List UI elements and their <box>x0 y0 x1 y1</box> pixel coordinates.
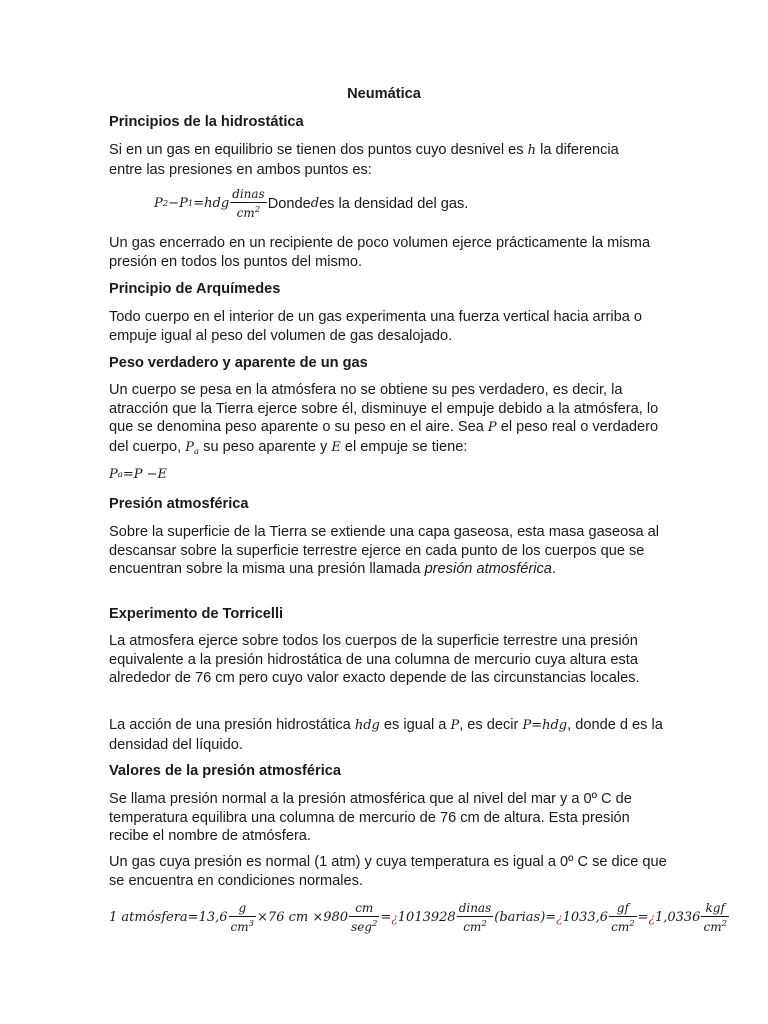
text: su peso aparente y <box>199 438 332 455</box>
paragraph-valores-2: Un gas cuya presión es normal (1 atm) y cuya temperatura es igual a 0º C se dice que se encuentra en condiciones normales. <box>109 854 667 889</box>
text: entre las presiones en ambos puntos es: <box>109 161 372 178</box>
paragraph-presion-atmosferica <box>109 523 669 579</box>
fraction-cm-seg2 <box>349 901 379 935</box>
eq-text: =P −E <box>122 467 167 482</box>
text: el empuje se tiene: <box>340 438 468 455</box>
text: , donde d es la densidad del líquido. <box>109 717 663 753</box>
eq-text: 1 atmósfera=13,6 <box>109 909 228 925</box>
eq-text: 1033,6 <box>562 909 609 925</box>
frac-exp: 3 <box>248 919 255 929</box>
equation-atmosfera <box>109 901 730 935</box>
eq-sub: a <box>117 470 123 480</box>
text: . <box>551 561 556 577</box>
frac-den-text: cm <box>463 920 482 934</box>
error-glyph: ¿ <box>648 910 655 925</box>
sub-a: a <box>194 446 200 457</box>
var-h: h <box>527 143 537 158</box>
eq-text: =hdg <box>193 195 230 211</box>
frac-den <box>457 917 494 935</box>
frac-den-text: cm <box>230 920 249 934</box>
var-hdg: hdg <box>354 718 380 733</box>
paragraph-torricelli-1: La atmosfera ejerce sobre todos los cuerpos de la superficie terrestre una presión equivalente a la presión hidrostática de una columna de mercurio cuya altura esta alrededor de 76 cm pero cuyo valor exacto depende de las circunstancias locales. <box>109 633 640 686</box>
eq-text: Donde <box>267 195 311 212</box>
var-Pa: P <box>185 439 195 455</box>
frac-den <box>349 917 379 935</box>
frac-den-text: cm <box>611 920 630 934</box>
fraction-gf-cm2 <box>609 901 637 935</box>
text: , es decir <box>459 717 523 733</box>
frac-exp: 2 <box>721 919 727 929</box>
frac-num: gf <box>609 901 637 917</box>
eq-text: (barias)= <box>494 909 557 925</box>
paragraph-hidrostatica-2: Un gas encerrado en un recipiente de poco volumen ejerce prácticamente la misma presión en todos los puntos del mismo. <box>109 235 651 270</box>
eq-text: 1,0336 <box>654 909 701 925</box>
eq-text: = <box>380 909 392 925</box>
section-heading-presion-atmosferica: Presión atmosférica <box>109 496 249 512</box>
fraction-dinas-cm2 <box>457 901 494 935</box>
section-heading-torricelli: Experimento de Torricelli <box>109 606 284 622</box>
italic-term: presión atmosférica <box>424 561 552 577</box>
frac-num: cm <box>349 901 379 917</box>
section-heading-peso: Peso verdadero y aparente de un gas <box>109 355 368 371</box>
eq-text: 1013928 <box>397 909 456 925</box>
eq-text: = <box>637 909 649 925</box>
paragraph-arquimedes: Todo cuerpo en el interior de un gas experimenta una fuerza vertical hacia arriba o empuje igual al peso del volumen de gas desalojado. <box>109 309 642 344</box>
frac-den-text: seg <box>351 920 373 934</box>
eq-text: ×76 cm ×980 <box>257 909 349 925</box>
fraction-dinas-cm2 <box>230 187 267 221</box>
equation-pressure-difference <box>154 187 468 221</box>
text: La acción de una presión hidrostática <box>109 717 355 733</box>
equation-peso-aparente <box>109 466 167 485</box>
eq-text: P <box>154 195 163 211</box>
text: es igual a <box>379 717 451 733</box>
text: el peso real o verdadero del cuerpo, <box>109 419 659 455</box>
frac-num: dinas <box>232 187 265 201</box>
error-glyph: ¿ <box>556 910 563 925</box>
fraction-kgf-cm2 <box>701 901 729 935</box>
paragraph-peso <box>109 381 669 461</box>
text: Si en un gas en equilibrio se tienen dos puntos cuyo desnivel es <box>109 142 528 158</box>
eq-text: −P <box>168 195 188 211</box>
frac-den <box>609 917 637 935</box>
eq-sub: 1 <box>187 198 194 209</box>
page-title: Neumática <box>347 86 421 102</box>
eq-sub: 2 <box>162 198 169 209</box>
frac-den <box>229 917 257 935</box>
var-P: P <box>450 718 460 733</box>
frac-exp: 2 <box>481 919 487 929</box>
frac-den <box>701 917 729 935</box>
frac-exp: 2 <box>629 919 635 929</box>
frac-num: dinas <box>458 901 492 915</box>
text: Un cuerpo se pesa en la atmósfera no se obtiene su pes verdadero, es decir, la atracción que la Tierra ejerce sobre él, disminuye el empuje debido a la atmósfera, lo que se denomina peso aparente o su peso en el aire. Sea <box>109 382 659 435</box>
text: Sobre la superficie de la Tierra se extiende una capa gaseosa, esta masa gaseosa al descansar sobre la superficie terrestre ejerce en cada punto de los cuerpos que se encuentran sobre la misma una presión llamada <box>109 524 660 577</box>
paragraph-torricelli-2 <box>109 716 669 754</box>
text: la diferencia <box>536 142 619 158</box>
eq-text: es la densidad del gas. <box>319 195 469 212</box>
frac-exp: 2 <box>254 205 261 215</box>
paragraph-hidrostatica-1 <box>109 141 669 179</box>
var-E: E <box>331 439 341 455</box>
section-heading-valores: Valores de la presión atmosférica <box>109 763 341 779</box>
var-P: P <box>487 420 497 435</box>
paragraph-valores-1: Se llama presión normal a la presión atmosférica que al nivel del mar y a 0º C de temperatura equilibra una columna de mercurio de 76 cm de altura. Esta presión recibe el nombre de atmósfera. <box>109 791 632 844</box>
equation-inline: P=hdg <box>522 718 568 733</box>
fraction-g-cm3 <box>229 901 257 935</box>
frac-den <box>230 203 267 221</box>
frac-exp: 2 <box>372 919 378 929</box>
var-d: d <box>310 195 320 211</box>
frac-num: g <box>229 901 257 917</box>
section-heading-hidrostatica: Principios de la hidrostática <box>109 114 304 130</box>
eq-text: P <box>109 467 118 482</box>
frac-den-text: cm <box>703 920 722 934</box>
error-glyph: ¿ <box>391 910 398 925</box>
frac-num: kgf <box>701 901 729 917</box>
frac-den-text: cm <box>236 206 255 220</box>
section-heading-arquimedes: Principio de Arquímedes <box>109 281 281 297</box>
